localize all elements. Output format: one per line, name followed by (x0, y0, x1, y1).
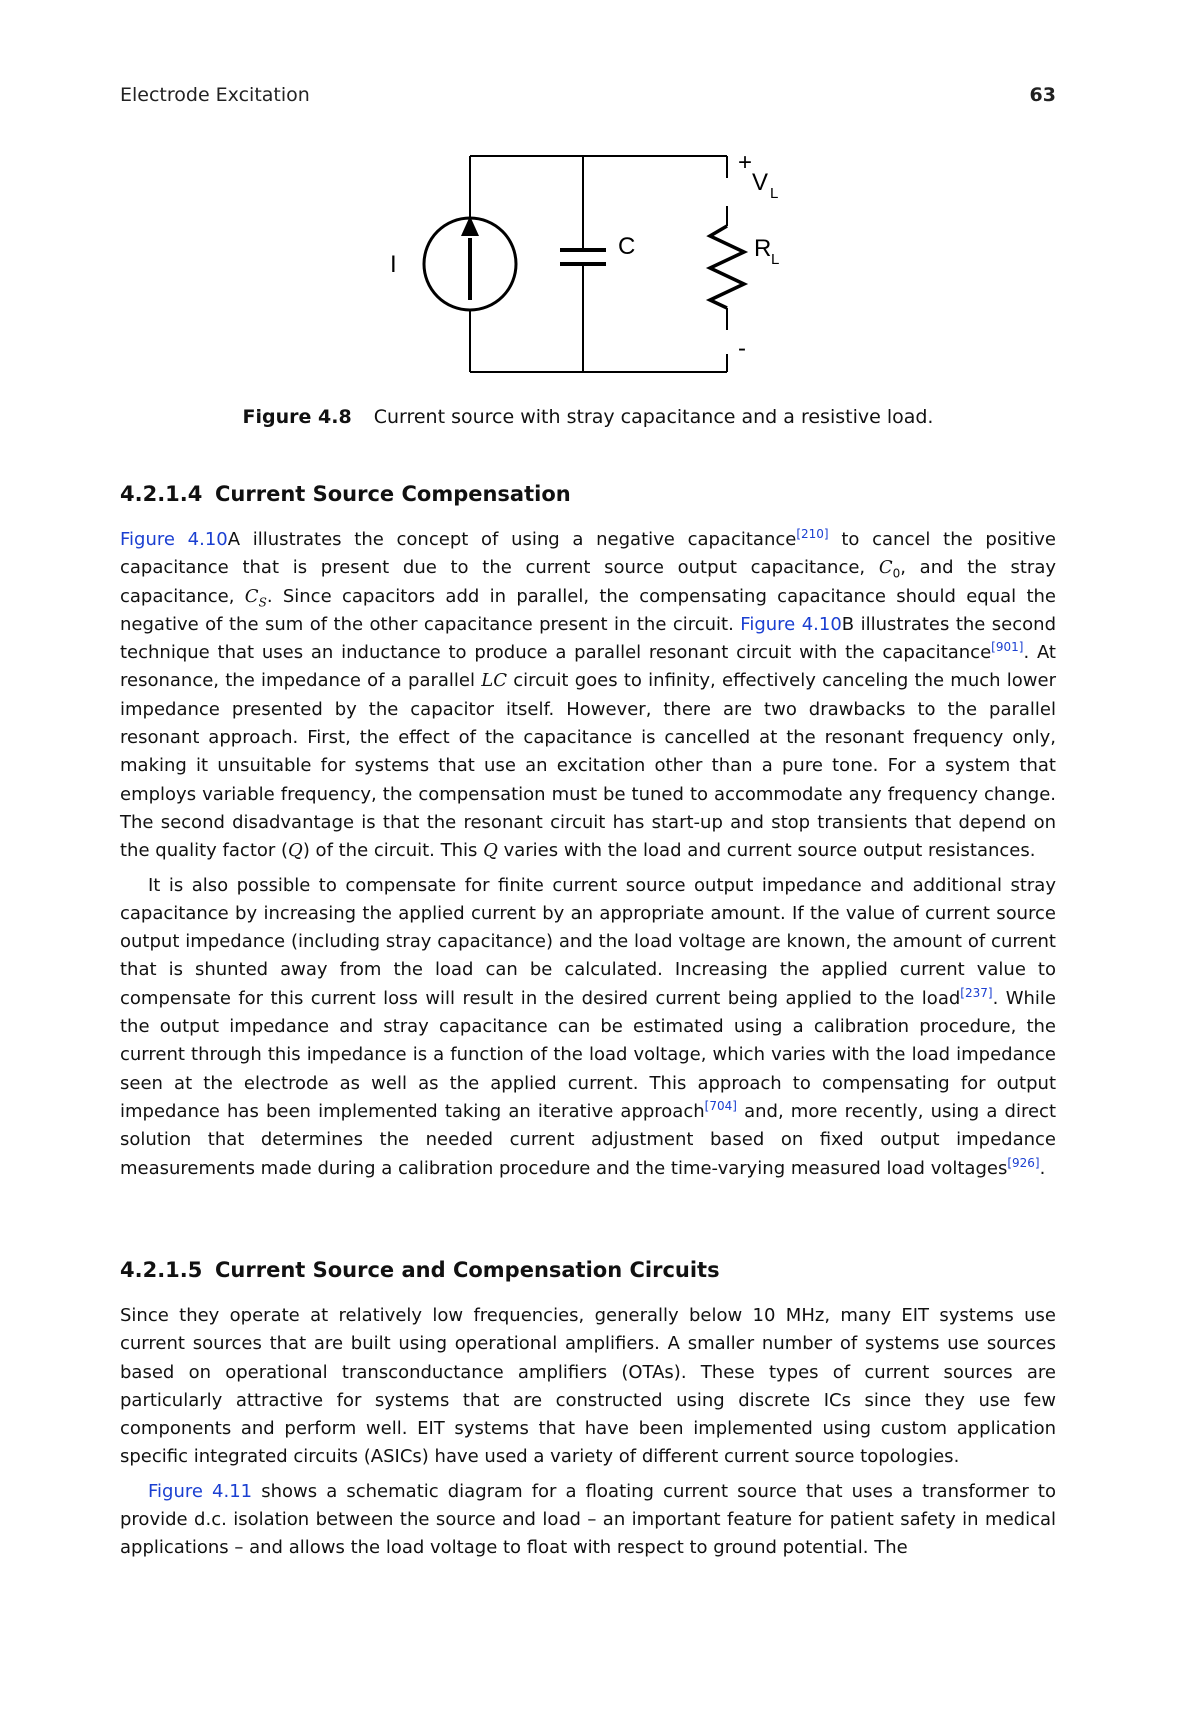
section-heading-4-2-1-5 (120, 1258, 1056, 1282)
header-section-title: Electrode Excitation (120, 84, 310, 106)
page-number: 63 (1029, 84, 1056, 106)
figure-caption (120, 406, 1056, 428)
paragraph: Figure 4.10A illustrates the concept of using a negative capacitance[210] to cancel the positive capacitance that is present due to the current source output capacitance, $C_0$, and the stray capacitance, $C_S$. Since capacitors add in parallel, the compensating capacitance should equal the negative of the sum of the other capacitance present in the circuit. Figure 4.10B illustrates the second technique that uses an inductance to produce a parallel resonant circuit with the capacitance[901]. At resonance, the impedance of a parallel LC circuit goes to infinity, effectively canceling the much lower impedance presented by the capacitor itself. However, there are two drawbacks to the parallel resonant approach. First, the effect of the capacitance is cancelled at the resonant frequency only, making it unsuitable for systems that use an excitation other than a pure tone. For a system that employs variable frequency, the compensation must be tuned to accommodate any frequency change. The second disadvantage is that the resonant circuit has start-up and stop transients that depend on the quality factor (Q) of the circuit. This Q varies with the load and current source output resistances. (120, 527, 1057, 862)
label-current: I (390, 251, 397, 278)
figure-caption-label: Figure 4.8 (242, 406, 352, 428)
section-number: 4.2.1.4 (120, 482, 203, 506)
circuit-diagram (360, 140, 830, 380)
label-capacitor: C (618, 233, 636, 260)
paragraph: Since they operate at relatively low frequencies, generally below 10 MHz, many EIT systems use current sources that are built using operational amplifiers. A smaller number of systems use sources based on operational transconductance amplifiers (OTAs). These types of current sources are particularly attractive for systems that are constructed using discrete ICs since they use few components and perform well. EIT systems that have been implemented using custom application specific integrated circuits (ASICs) have used a variety of different current source topologies. (120, 1305, 1056, 1468)
figure-link[interactable]: Figure 4.10 (740, 613, 842, 635)
label-resistor: R (754, 235, 772, 262)
label-voltage-subscript: L (770, 185, 779, 202)
section-heading-4-2-1-4 (120, 482, 1056, 506)
label-minus: - (738, 335, 746, 362)
label-plus: + (738, 149, 753, 176)
circuit-figure (360, 140, 830, 380)
label-voltage: V (752, 169, 769, 196)
figure-link[interactable]: Figure 4.11 (148, 1480, 253, 1502)
section-number: 4.2.1.5 (120, 1258, 203, 1282)
running-header (120, 84, 1056, 106)
citation-link[interactable]: [926] (1007, 1155, 1040, 1170)
resistor-zigzag (710, 226, 744, 308)
figure-caption-text: Current source with stray capacitance and a resistive load. (373, 406, 934, 428)
citation-link[interactable]: [901] (991, 640, 1024, 655)
paragraph: It is also possible to compensate for finite current source output impedance and additional stray capacitance by increasing the applied current by an appropriate amount. If the value of current source output impedance (including stray capacitance) and the load voltage are known, the amount of current that is shunted away from the load can be calculated. Increasing the applied current value to compensate for this current loss will result in the desired current being applied to the load[237]. While the output impedance and stray capacitance can be estimated using a calibration procedure, the current through this impedance is a function of the load voltage, which varies with the load impedance seen at the electrode as well as the applied current. This approach to compensating for output impedance has been implemented taking an iterative approach[704] and, more recently, using a direct solution that determines the needed current adjustment based on fixed output impedance measurements made during a calibration procedure and the time-varying measured load voltages[926]. (120, 874, 1057, 1179)
section-title: Current Source and Compensation Circuits (215, 1258, 720, 1282)
citation-link[interactable]: [210] (796, 527, 829, 541)
paragraph: Figure 4.11 shows a schematic diagram for a floating current source that uses a transformer to provide d.c. isolation between the source and load – an important feature for patient safety in medical applications – and allows the load voltage to float with respect to ground potential. The (120, 1480, 1056, 1559)
label-resistor-subscript: L (771, 251, 780, 268)
citation-link[interactable]: [704] (704, 1098, 737, 1113)
section-title: Current Source Compensation (215, 482, 571, 506)
section-body-4-2-1-5 (120, 1302, 1056, 1569)
section-body-4-2-1-4 (120, 526, 1056, 1189)
citation-link[interactable]: [237] (960, 985, 993, 1000)
figure-link[interactable]: Figure 4.10 (120, 529, 228, 550)
